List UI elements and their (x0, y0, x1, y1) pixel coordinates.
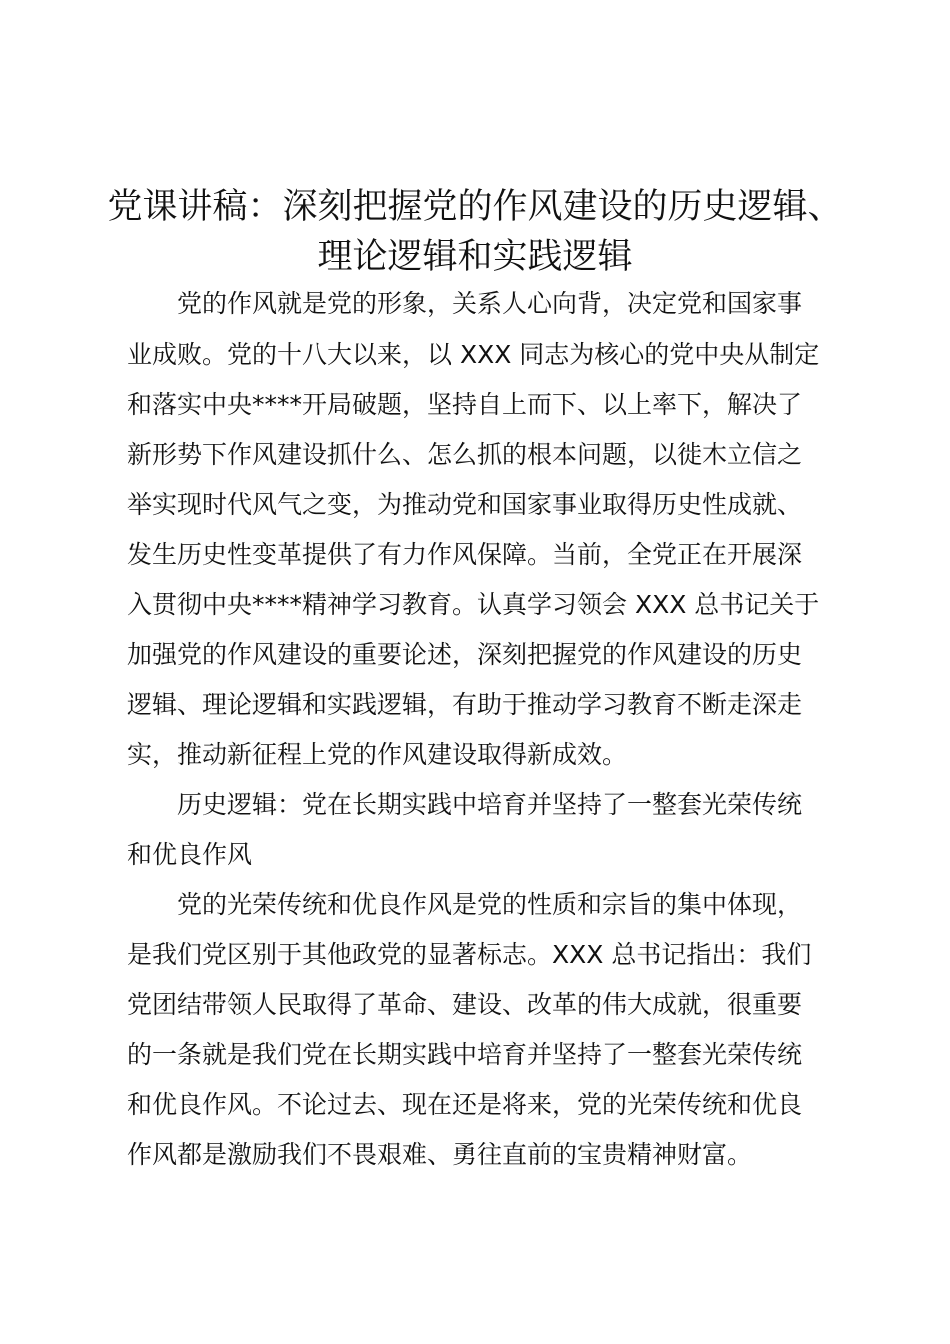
paragraph-1-line-9: 逻辑、理论逻辑和实践逻辑，有助于推动学习教育不断走深走 (127, 690, 803, 719)
paragraph-3-line-5: 和优良作风。不论过去、现在还是将来，党的光荣传统和优良 (127, 1090, 803, 1119)
paragraph-3-line-6: 作风都是激励我们不畏艰难、勇往直前的宝贵精神财富。 (127, 1140, 753, 1169)
paragraph-3-line-4: 的一条就是我们党在长期实践中培育并坚持了一整套光荣传统 (127, 1040, 803, 1069)
paragraph-1-line-2: 业成败。党的十八大以来，以 XXX 同志为核心的党中央从制定 (127, 340, 820, 369)
paragraph-1-line-6: 发生历史性变革提供了有力作风保障。当前，全党正在开展深 (127, 540, 803, 569)
paragraph-1-line-8: 加强党的作风建设的重要论述，深刻把握党的作风建设的历史 (127, 640, 803, 669)
paragraph-1-line-5: 举实现时代风气之变，为推动党和国家事业取得历史性成就、 (127, 490, 803, 519)
paragraph-1-line-4: 新形势下作风建设抓什么、怎么抓的根本问题，以徙木立信之 (127, 440, 803, 469)
paragraph-3-line-3: 党团结带领人民取得了革命、建设、改革的伟大成就，很重要 (127, 990, 803, 1019)
section-heading-line-2: 和优良作风 (127, 840, 253, 869)
paragraph-1-line-7: 入贯彻中央****精神学习教育。认真学习领会 XXX 总书记关于 (127, 590, 820, 619)
section-heading-line-1: 历史逻辑：党在长期实践中培育并坚持了一整套光荣传统 (177, 790, 803, 819)
paragraph-3-line-2: 是我们党区别于其他政党的显著标志。XXX 总书记指出：我们 (127, 940, 812, 969)
paragraph-3-line-1: 党的光荣传统和优良作风是党的性质和宗旨的集中体现， (177, 890, 803, 919)
document-title-line-2: 理论逻辑和实践逻辑 (317, 237, 633, 277)
paragraph-1-line-3: 和落实中央****开局破题，坚持自上而下、以上率下，解决了 (127, 390, 803, 419)
paragraph-1-line-10: 实，推动新征程上党的作风建设取得新成效。 (127, 740, 628, 769)
paragraph-1-line-1: 党的作风就是党的形象，关系人心向背，决定党和国家事 (177, 289, 803, 318)
document-title-line-1: 党课讲稿：深刻把握党的作风建设的历史逻辑、 (107, 187, 843, 227)
